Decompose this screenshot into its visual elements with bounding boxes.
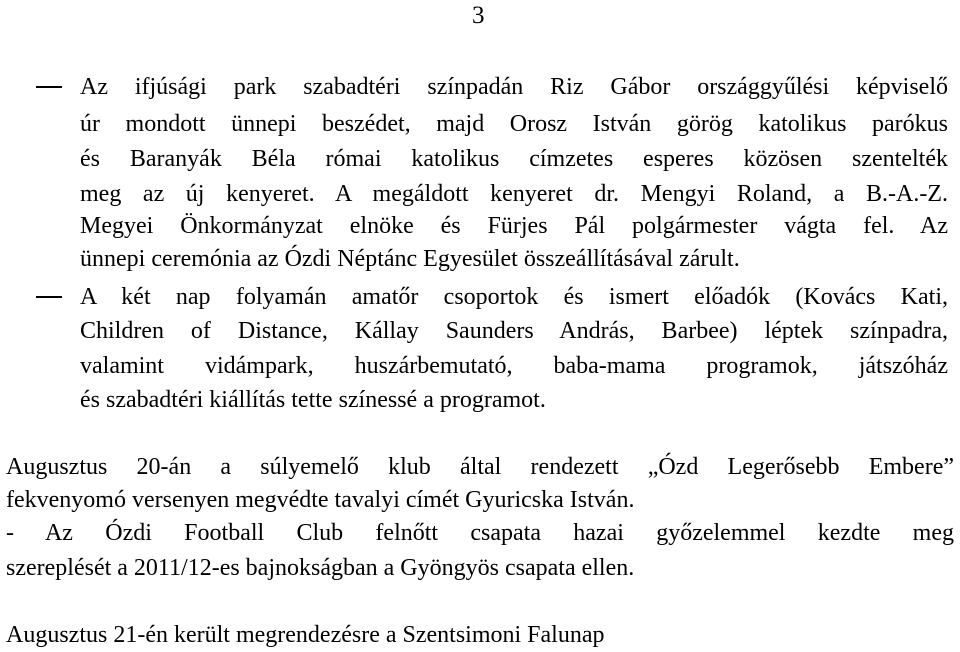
paragraph-line: - Az Ózdi Football Club felnőtt csapata hazai győzelemmel kezdte meg	[6, 520, 954, 546]
page-number: 3	[472, 2, 485, 29]
bullet-dash	[36, 296, 62, 298]
bullet-line: úr mondott ünnepi beszédet, majd Orosz István görög katolikus parókus	[80, 111, 948, 137]
paragraph-line: Augusztus 21-én került megrendezésre a Szentsimoni Falunap	[6, 622, 605, 648]
bullet-line: valamint vidámpark, huszárbemutató, baba-mama programok, játszóház	[80, 353, 948, 379]
bullet-line: és szabadtéri kiállítás tette színessé a programot.	[80, 387, 546, 413]
bullet-line: Children of Distance, Kállay Saunders András, Barbee) léptek színpadra,	[80, 318, 948, 344]
paragraph-line: szereplését a 2011/12-es bajnokságban a Gyöngyös csapata ellen.	[6, 555, 635, 581]
paragraph-line: fekvenyomó versenyen megvédte tavalyi címét Gyuricska István.	[6, 487, 635, 513]
bullet-line: Megyei Önkormányzat elnöke és Fürjes Pál polgármester vágta fel. Az	[80, 213, 948, 239]
paragraph-line: Augusztus 20-án a súlyemelő klub által rendezett „Ózd Legerősebb Embere”	[6, 454, 954, 480]
bullet-line: Az ifjúsági park szabadtéri színpadán Riz Gábor országgyűlési képviselő	[80, 74, 948, 100]
bullet-line: és Baranyák Béla római katolikus címzetes esperes közösen szentelték	[80, 146, 948, 172]
bullet-line: A két nap folyamán amatőr csoportok és ismert előadók (Kovács Kati,	[80, 284, 948, 310]
bullet-dash	[36, 86, 62, 88]
bullet-line: ünnepi ceremónia az Ózdi Néptánc Egyesület összeállításával zárult.	[80, 246, 740, 272]
bullet-line: meg az új kenyeret. A megáldott kenyeret dr. Mengyi Roland, a B.-A.-Z.	[80, 181, 948, 207]
